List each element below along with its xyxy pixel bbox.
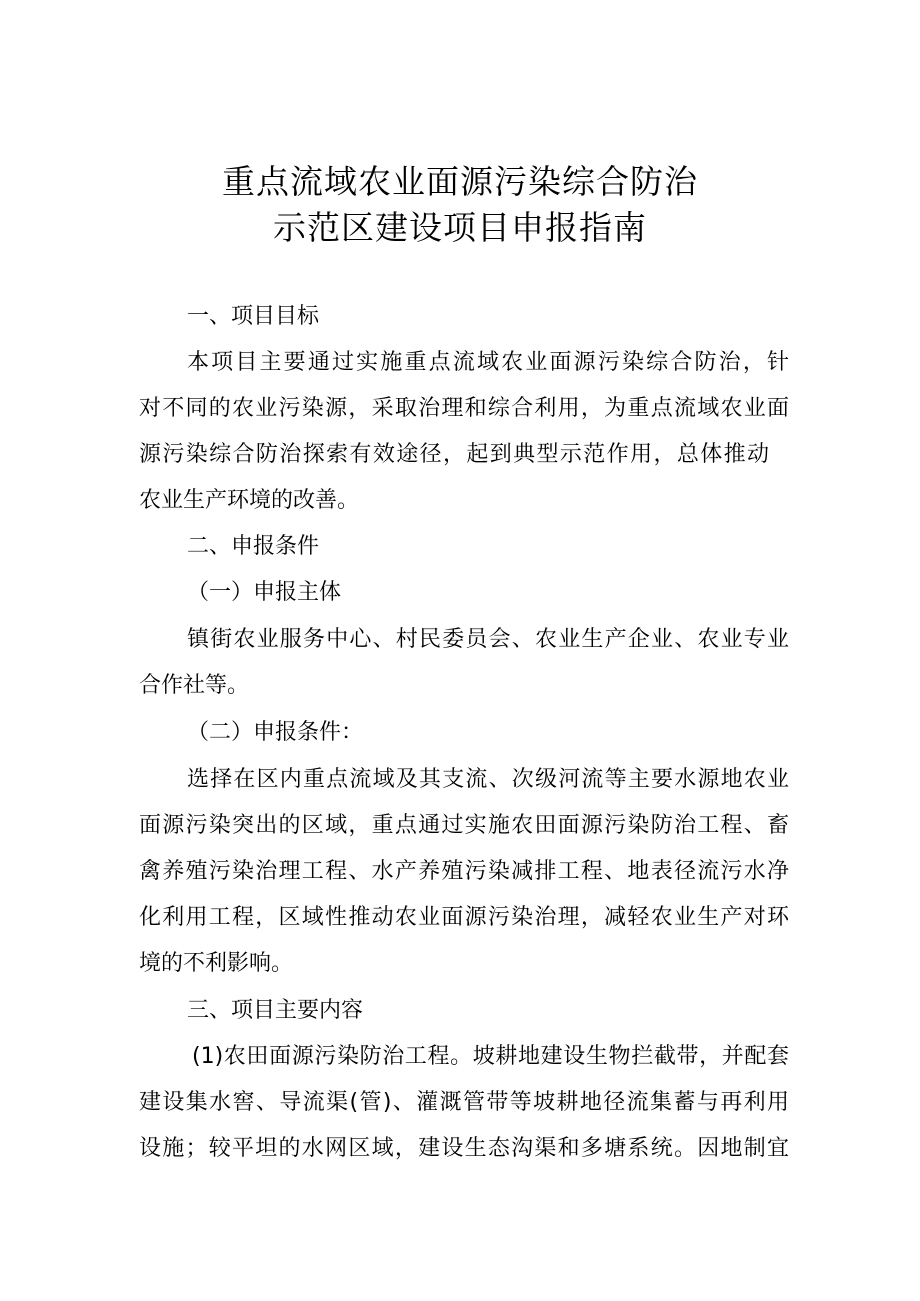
paragraph-line: 建设集水窖、导流渠(管)、灌溉管带等坡耕地径流集蓄与再利用 <box>139 1090 789 1115</box>
document-title-line1: 重点流域农业面源污染综合防治 <box>222 162 698 201</box>
paragraph-line: 对不同的农业污染源，采取治理和综合利用，为重点流域农业面 <box>139 396 789 421</box>
paragraph-line: 化利用工程，区域性推动农业面源污染治理，减轻农业生产对环 <box>139 905 789 930</box>
paragraph-line: 禽养殖污染治理工程、水产养殖污染减排工程、地表径流污水净 <box>139 859 789 884</box>
paragraph-line: 面源污染突出的区域，重点通过实施农田面源污染防治工程、畜 <box>139 813 789 838</box>
section-heading-conditions: 二、申报条件 <box>187 534 320 559</box>
paragraph-line: 设施；较平坦的水网区域，建设生态沟渠和多塘系统。因地制宜 <box>139 1136 789 1161</box>
subsection-heading-requirements: （二）申报条件： <box>187 720 364 745</box>
paragraph-line: 合作社等。 <box>139 673 250 698</box>
document-title-line2: 示范区建设项目申报指南 <box>273 208 647 247</box>
paragraph-line: 选择在区内重点流域及其支流、次级河流等主要水源地农业 <box>187 767 789 792</box>
paragraph-line: 境的不利影响。 <box>139 951 294 976</box>
section-heading-goals: 一、项目目标 <box>187 304 320 329</box>
paragraph-line: 源污染综合防治探索有效途径，起到典型示范作用，总体推动 <box>139 442 769 467</box>
paragraph-line: 本项目主要通过实施重点流域农业面源污染综合防治，针 <box>187 350 789 375</box>
paragraph-line: 农业生产环境的改善。 <box>139 488 360 513</box>
paragraph-line: 镇街农业服务中心、村民委员会、农业生产企业、农业专业 <box>187 627 789 652</box>
section-heading-content: 三、项目主要内容 <box>187 998 364 1023</box>
subsection-heading-applicant: （一）申报主体 <box>187 580 342 605</box>
paragraph-line: (1)农田面源污染防治工程。坡耕地建设生物拦截带，并配套 <box>192 1044 789 1069</box>
